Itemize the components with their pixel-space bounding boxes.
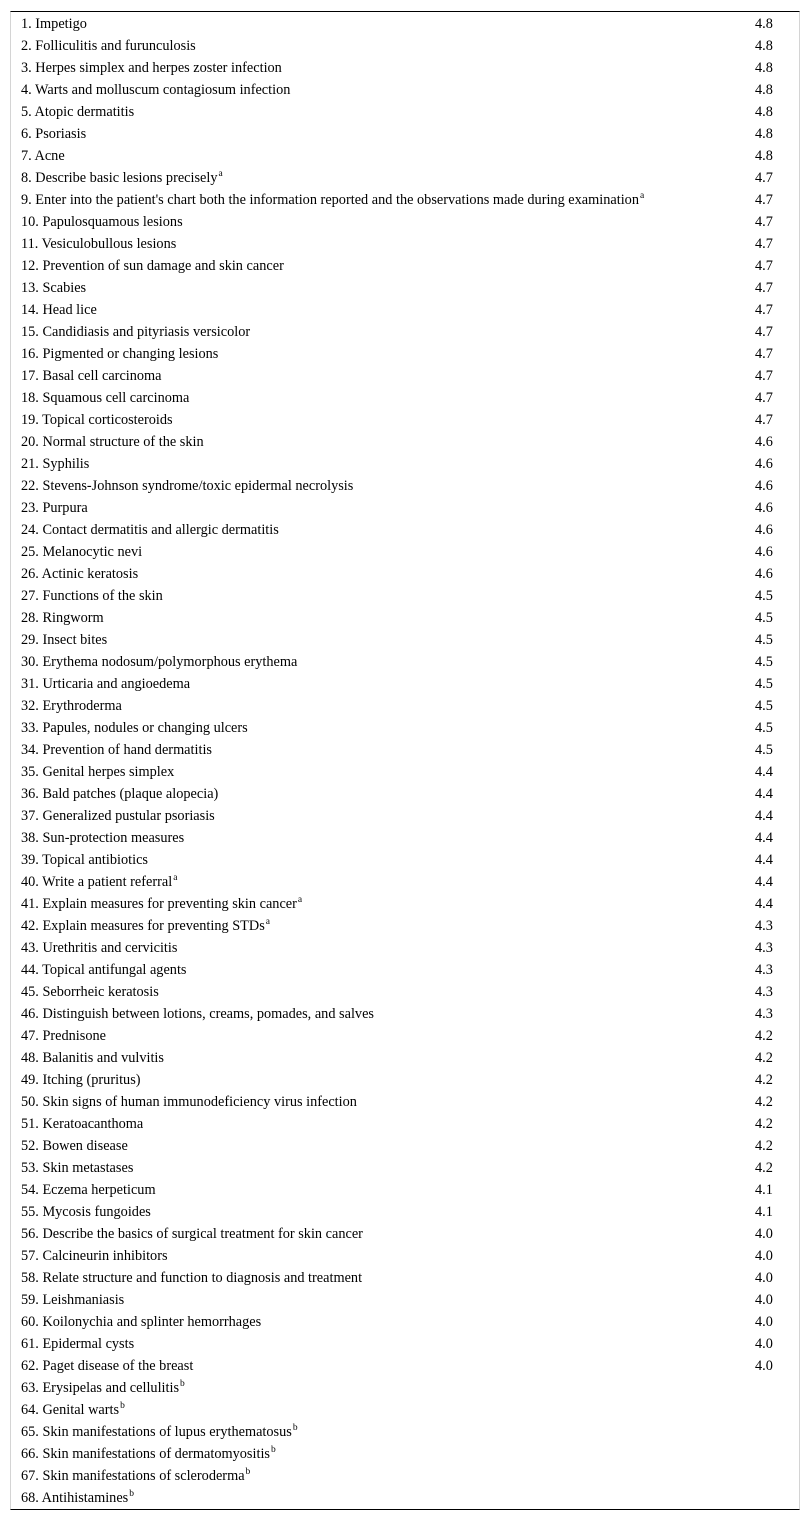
row-label-cell <box>11 981 745 1003</box>
row-label-cell <box>11 783 745 805</box>
row-score: 4.4 <box>755 808 773 824</box>
row-label: 1. Impetigo <box>21 16 87 32</box>
row-label-cell <box>11 1003 745 1025</box>
row-label: 45. Seborrheic keratosis <box>21 984 159 1000</box>
row-label-cell <box>11 35 745 57</box>
table-row <box>11 563 799 585</box>
row-score: 4.7 <box>755 390 773 406</box>
row-label: 66. Skin manifestations of dermatomyositis <box>21 1446 270 1462</box>
row-label: 65. Skin manifestations of lupus erythematosus <box>21 1424 292 1440</box>
row-label: 40. Write a patient referral <box>21 874 173 890</box>
row-label: 59. Leishmaniasis <box>21 1292 125 1308</box>
row-label: 18. Squamous cell carcinoma <box>21 390 190 406</box>
row-label: 23. Purpura <box>21 500 88 516</box>
row-label-cell <box>11 1267 745 1289</box>
row-label: 68. Antihistamines <box>21 1490 129 1506</box>
row-label: 7. Acne <box>21 148 65 164</box>
row-label-cell <box>11 959 745 981</box>
table-row <box>11 959 799 981</box>
row-label-cell <box>11 717 745 739</box>
table-row <box>11 1003 799 1025</box>
table-row <box>11 871 799 893</box>
row-label-cell <box>11 1355 745 1377</box>
row-label-cell <box>11 1245 745 1267</box>
row-score: 4.2 <box>755 1028 773 1044</box>
row-label: 53. Skin metastases <box>21 1160 134 1176</box>
row-label-cell <box>11 673 745 695</box>
table-row <box>11 299 799 321</box>
table-row <box>11 167 799 189</box>
row-label-cell <box>11 1069 745 1091</box>
row-label-cell <box>11 321 745 343</box>
table-row <box>11 1069 799 1091</box>
row-label: 19. Topical corticosteroids <box>21 412 173 428</box>
table-row <box>11 497 799 519</box>
row-score: 4.7 <box>755 346 773 362</box>
table-row <box>11 761 799 783</box>
row-label-cell <box>11 211 745 233</box>
row-label: 4. Warts and molluscum contagiosum infection <box>21 82 291 98</box>
table-row <box>11 79 799 101</box>
table-row <box>11 409 799 431</box>
row-label-cell <box>11 1487 745 1509</box>
table-row <box>11 255 799 277</box>
row-score: 4.2 <box>755 1072 773 1088</box>
row-label: 38. Sun-protection measures <box>21 830 185 846</box>
table-row <box>11 1311 799 1333</box>
row-label-cell <box>11 1421 745 1443</box>
row-label: 44. Topical antifungal agents <box>21 962 187 978</box>
row-score: 4.8 <box>755 104 773 120</box>
row-score: 4.1 <box>755 1204 773 1220</box>
row-label-cell <box>11 585 745 607</box>
row-score: 4.3 <box>755 1006 773 1022</box>
row-label-cell <box>11 519 745 541</box>
table-row <box>11 123 799 145</box>
table-row <box>11 475 799 497</box>
row-label: 54. Eczema herpeticum <box>21 1182 156 1198</box>
row-score: 4.4 <box>755 786 773 802</box>
row-score: 4.5 <box>755 610 773 626</box>
table-row <box>11 35 799 57</box>
row-label: 47. Prednisone <box>21 1028 106 1044</box>
row-label-cell <box>11 893 745 915</box>
table-row <box>11 1421 799 1443</box>
row-score: 4.0 <box>755 1336 773 1352</box>
row-score: 4.5 <box>755 632 773 648</box>
row-score: 4.7 <box>755 170 773 186</box>
table-row <box>11 1223 799 1245</box>
row-label-cell <box>11 1179 745 1201</box>
row-label-cell <box>11 651 745 673</box>
row-label-cell <box>11 1091 745 1113</box>
row-score: 4.2 <box>755 1138 773 1154</box>
table-row <box>11 321 799 343</box>
row-label-cell <box>11 1399 745 1421</box>
row-label: 60. Koilonychia and splinter hemorrhages <box>21 1314 262 1330</box>
footnote-marker: a <box>265 917 271 927</box>
row-label: 25. Melanocytic nevi <box>21 544 143 560</box>
table-row <box>11 1355 799 1377</box>
row-score: 4.7 <box>755 192 773 208</box>
table-row <box>11 211 799 233</box>
row-label-cell <box>11 937 745 959</box>
table-row <box>11 189 799 211</box>
table-row <box>11 365 799 387</box>
row-label: 20. Normal structure of the skin <box>21 434 204 450</box>
table-row <box>11 1289 799 1311</box>
data-table <box>10 11 800 1510</box>
row-label: 11. Vesiculobullous lesions <box>21 236 177 252</box>
table-row <box>11 893 799 915</box>
row-score: 4.5 <box>755 698 773 714</box>
row-label: 13. Scabies <box>21 280 87 296</box>
row-score: 4.3 <box>755 918 773 934</box>
row-label-cell <box>11 167 745 189</box>
row-label-cell <box>11 475 745 497</box>
table-row <box>11 1267 799 1289</box>
row-label-cell <box>11 189 745 211</box>
table-row <box>11 1025 799 1047</box>
footnote-marker: a <box>639 191 645 201</box>
row-label: 22. Stevens-Johnson syndrome/toxic epidermal necrolysis <box>21 478 354 494</box>
row-score: 4.2 <box>755 1094 773 1110</box>
row-score: 4.6 <box>755 500 773 516</box>
row-score: 4.7 <box>755 236 773 252</box>
row-label: 48. Balanitis and vulvitis <box>21 1050 164 1066</box>
row-score: 4.7 <box>755 214 773 230</box>
row-score: 4.8 <box>755 60 773 76</box>
row-score: 4.0 <box>755 1248 773 1264</box>
table-row <box>11 673 799 695</box>
row-score: 4.7 <box>755 258 773 274</box>
row-score: 4.8 <box>755 126 773 142</box>
row-label: 29. Insect bites <box>21 632 108 648</box>
row-label-cell <box>11 277 745 299</box>
table-row <box>11 1465 799 1487</box>
row-score: 4.8 <box>755 148 773 164</box>
row-score: 4.7 <box>755 324 773 340</box>
row-label: 35. Genital herpes simplex <box>21 764 175 780</box>
row-score: 4.6 <box>755 434 773 450</box>
footnote-marker: b <box>120 1401 125 1411</box>
row-score: 4.8 <box>755 82 773 98</box>
row-score: 4.1 <box>755 1182 773 1198</box>
row-label: 15. Candidiasis and pityriasis versicolor <box>21 324 251 340</box>
row-score: 4.7 <box>755 412 773 428</box>
row-score: 4.5 <box>755 676 773 692</box>
row-score <box>745 1465 799 1487</box>
row-score: 4.4 <box>755 764 773 780</box>
row-label: 6. Psoriasis <box>21 126 87 142</box>
row-label: 61. Epidermal cysts <box>21 1336 135 1352</box>
table-row <box>11 431 799 453</box>
row-label-cell <box>11 1333 745 1355</box>
table-row <box>11 1157 799 1179</box>
row-label-cell <box>11 255 745 277</box>
row-score: 4.3 <box>755 984 773 1000</box>
row-label: 14. Head lice <box>21 302 97 318</box>
row-label-cell <box>11 827 745 849</box>
table-row <box>11 233 799 255</box>
table-row <box>11 915 799 937</box>
row-score: 4.7 <box>755 368 773 384</box>
table-row <box>11 1047 799 1069</box>
table-row <box>11 1443 799 1465</box>
table-row <box>11 57 799 79</box>
row-label: 63. Erysipelas and cellulitis <box>21 1380 180 1396</box>
footnote-marker: a <box>218 169 223 179</box>
row-label-cell <box>11 1157 745 1179</box>
footnote-marker: b <box>129 1489 134 1499</box>
row-label-cell <box>11 1201 745 1223</box>
row-score: 4.6 <box>755 566 773 582</box>
row-label: 39. Topical antibiotics <box>21 852 148 868</box>
row-label: 49. Itching (pruritus) <box>21 1072 141 1088</box>
row-label-cell <box>11 739 745 761</box>
row-score: 4.8 <box>755 38 773 54</box>
table-body <box>11 13 799 1509</box>
table-row <box>11 1135 799 1157</box>
table-row <box>11 585 799 607</box>
row-label: 62. Paget disease of the breast <box>21 1358 194 1374</box>
row-score: 4.3 <box>755 962 773 978</box>
row-score: 4.5 <box>755 720 773 736</box>
row-label-cell <box>11 541 745 563</box>
row-label-cell <box>11 79 745 101</box>
row-score <box>745 1487 799 1509</box>
row-label: 52. Bowen disease <box>21 1138 128 1154</box>
row-label-cell <box>11 1135 745 1157</box>
row-score: 4.2 <box>755 1160 773 1176</box>
row-score <box>745 1377 799 1399</box>
row-label-cell <box>11 145 745 167</box>
row-score <box>745 1443 799 1465</box>
row-label: 46. Distinguish between lotions, creams, pomades, and salves <box>21 1006 374 1022</box>
row-label-cell <box>11 299 745 321</box>
row-label: 57. Calcineurin inhibitors <box>21 1248 168 1264</box>
row-label-cell <box>11 1289 745 1311</box>
row-label-cell <box>11 849 745 871</box>
row-label: 64. Genital warts <box>21 1402 120 1418</box>
row-label: 21. Syphilis <box>21 456 90 472</box>
row-score: 4.5 <box>755 654 773 670</box>
row-score <box>745 1421 799 1443</box>
row-label: 5. Atopic dermatitis <box>21 104 135 120</box>
row-label: 67. Skin manifestations of scleroderma <box>21 1468 245 1484</box>
row-label: 56. Describe the basics of surgical treatment for skin cancer <box>21 1226 363 1242</box>
row-label: 50. Skin signs of human immunodeficiency virus infection <box>21 1094 357 1110</box>
row-label-cell <box>11 761 745 783</box>
table-row <box>11 519 799 541</box>
row-label-cell <box>11 1465 745 1487</box>
row-label-cell <box>11 805 745 827</box>
footnote-marker: b <box>245 1467 251 1477</box>
row-label-cell <box>11 1443 745 1465</box>
row-label-cell <box>11 497 745 519</box>
row-label-cell <box>11 1311 745 1333</box>
table-row <box>11 695 799 717</box>
row-score: 4.6 <box>755 522 773 538</box>
table-row <box>11 1091 799 1113</box>
row-score <box>745 1399 799 1421</box>
row-score: 4.8 <box>755 16 773 32</box>
table-row <box>11 1245 799 1267</box>
row-label: 42. Explain measures for preventing STDs <box>21 918 265 934</box>
row-label: 41. Explain measures for preventing skin cancer <box>21 896 297 912</box>
row-score: 4.2 <box>755 1050 773 1066</box>
row-label: 16. Pigmented or changing lesions <box>21 346 219 362</box>
row-score: 4.0 <box>755 1226 773 1242</box>
row-label: 30. Erythema nodosum/polymorphous erythema <box>21 654 298 670</box>
table-row <box>11 1399 799 1421</box>
row-label-cell <box>11 629 745 651</box>
row-label-cell <box>11 233 745 255</box>
row-label: 24. Contact dermatitis and allergic dermatitis <box>21 522 279 538</box>
table-row <box>11 937 799 959</box>
row-label-cell <box>11 431 745 453</box>
table-row <box>11 607 799 629</box>
row-label: 31. Urticaria and angioedema <box>21 676 191 692</box>
row-label: 58. Relate structure and function to diagnosis and treatment <box>21 1270 363 1286</box>
row-label-cell <box>11 387 745 409</box>
table <box>11 13 799 1509</box>
row-label-cell <box>11 1047 745 1069</box>
row-label: 26. Actinic keratosis <box>21 566 139 582</box>
table-row <box>11 1333 799 1355</box>
table-row <box>11 981 799 1003</box>
row-score: 4.6 <box>755 544 773 560</box>
row-label: 12. Prevention of sun damage and skin cancer <box>21 258 284 274</box>
row-label-cell <box>11 607 745 629</box>
row-label: 2. Folliculitis and furunculosis <box>21 38 196 54</box>
row-label-cell <box>11 563 745 585</box>
row-label-cell <box>11 343 745 365</box>
row-label-cell <box>11 365 745 387</box>
row-label: 17. Basal cell carcinoma <box>21 368 162 384</box>
table-row <box>11 541 799 563</box>
table-row <box>11 805 799 827</box>
table-row <box>11 1179 799 1201</box>
row-label-cell <box>11 13 745 35</box>
row-score: 4.6 <box>755 478 773 494</box>
row-score: 4.5 <box>755 742 773 758</box>
row-label-cell <box>11 453 745 475</box>
footnote-marker: a <box>173 873 178 883</box>
table-row <box>11 629 799 651</box>
row-label: 32. Erythroderma <box>21 698 122 714</box>
table-row <box>11 739 799 761</box>
row-label: 33. Papules, nodules or changing ulcers <box>21 720 248 736</box>
footnote-marker: b <box>292 1423 298 1433</box>
row-label-cell <box>11 1377 745 1399</box>
row-label: 55. Mycosis fungoides <box>21 1204 151 1220</box>
row-label: 37. Generalized pustular psoriasis <box>21 808 215 824</box>
table-row <box>11 651 799 673</box>
table-row <box>11 145 799 167</box>
table-row <box>11 13 799 35</box>
row-score: 4.4 <box>755 830 773 846</box>
row-label: 10. Papulosquamous lesions <box>21 214 183 230</box>
row-label-cell <box>11 409 745 431</box>
table-row <box>11 1113 799 1135</box>
row-label: 3. Herpes simplex and herpes zoster infection <box>21 60 282 76</box>
row-score: 4.4 <box>755 874 773 890</box>
table-row <box>11 1487 799 1509</box>
row-label-cell <box>11 1223 745 1245</box>
row-score: 4.3 <box>755 940 773 956</box>
table-row <box>11 453 799 475</box>
table-row <box>11 827 799 849</box>
table-row <box>11 387 799 409</box>
table-row <box>11 277 799 299</box>
row-score: 4.7 <box>755 280 773 296</box>
table-row <box>11 1377 799 1399</box>
row-score: 4.0 <box>755 1358 773 1374</box>
footnote-marker: a <box>297 895 303 905</box>
row-label-cell <box>11 1025 745 1047</box>
row-label: 51. Keratoacanthoma <box>21 1116 144 1132</box>
table-row <box>11 849 799 871</box>
row-label: 28. Ringworm <box>21 610 104 626</box>
footnote-marker: b <box>270 1445 276 1455</box>
row-label-cell <box>11 123 745 145</box>
row-label-cell <box>11 1113 745 1135</box>
row-score: 4.4 <box>755 896 773 912</box>
row-score: 4.0 <box>755 1270 773 1286</box>
row-label: 8. Describe basic lesions precisely <box>21 170 218 186</box>
row-label: 34. Prevention of hand dermatitis <box>21 742 212 758</box>
row-score: 4.2 <box>755 1116 773 1132</box>
row-label-cell <box>11 871 745 893</box>
row-score: 4.6 <box>755 456 773 472</box>
row-label: 43. Urethritis and cervicitis <box>21 940 178 956</box>
table-row <box>11 783 799 805</box>
row-score: 4.4 <box>755 852 773 868</box>
table-row <box>11 343 799 365</box>
row-label: 9. Enter into the patient's chart both the information reported and the observations made during examination <box>21 192 639 208</box>
row-label-cell <box>11 915 745 937</box>
row-label-cell <box>11 101 745 123</box>
footnote-marker: b <box>180 1379 185 1389</box>
row-label: 27. Functions of the skin <box>21 588 163 604</box>
row-score: 4.0 <box>755 1292 773 1308</box>
row-score: 4.0 <box>755 1314 773 1330</box>
table-row <box>11 101 799 123</box>
row-label: 36. Bald patches (plaque alopecia) <box>21 786 219 802</box>
table-row <box>11 717 799 739</box>
row-score: 4.7 <box>755 302 773 318</box>
row-label-cell <box>11 695 745 717</box>
row-score: 4.5 <box>755 588 773 604</box>
table-row <box>11 1201 799 1223</box>
row-label-cell <box>11 57 745 79</box>
